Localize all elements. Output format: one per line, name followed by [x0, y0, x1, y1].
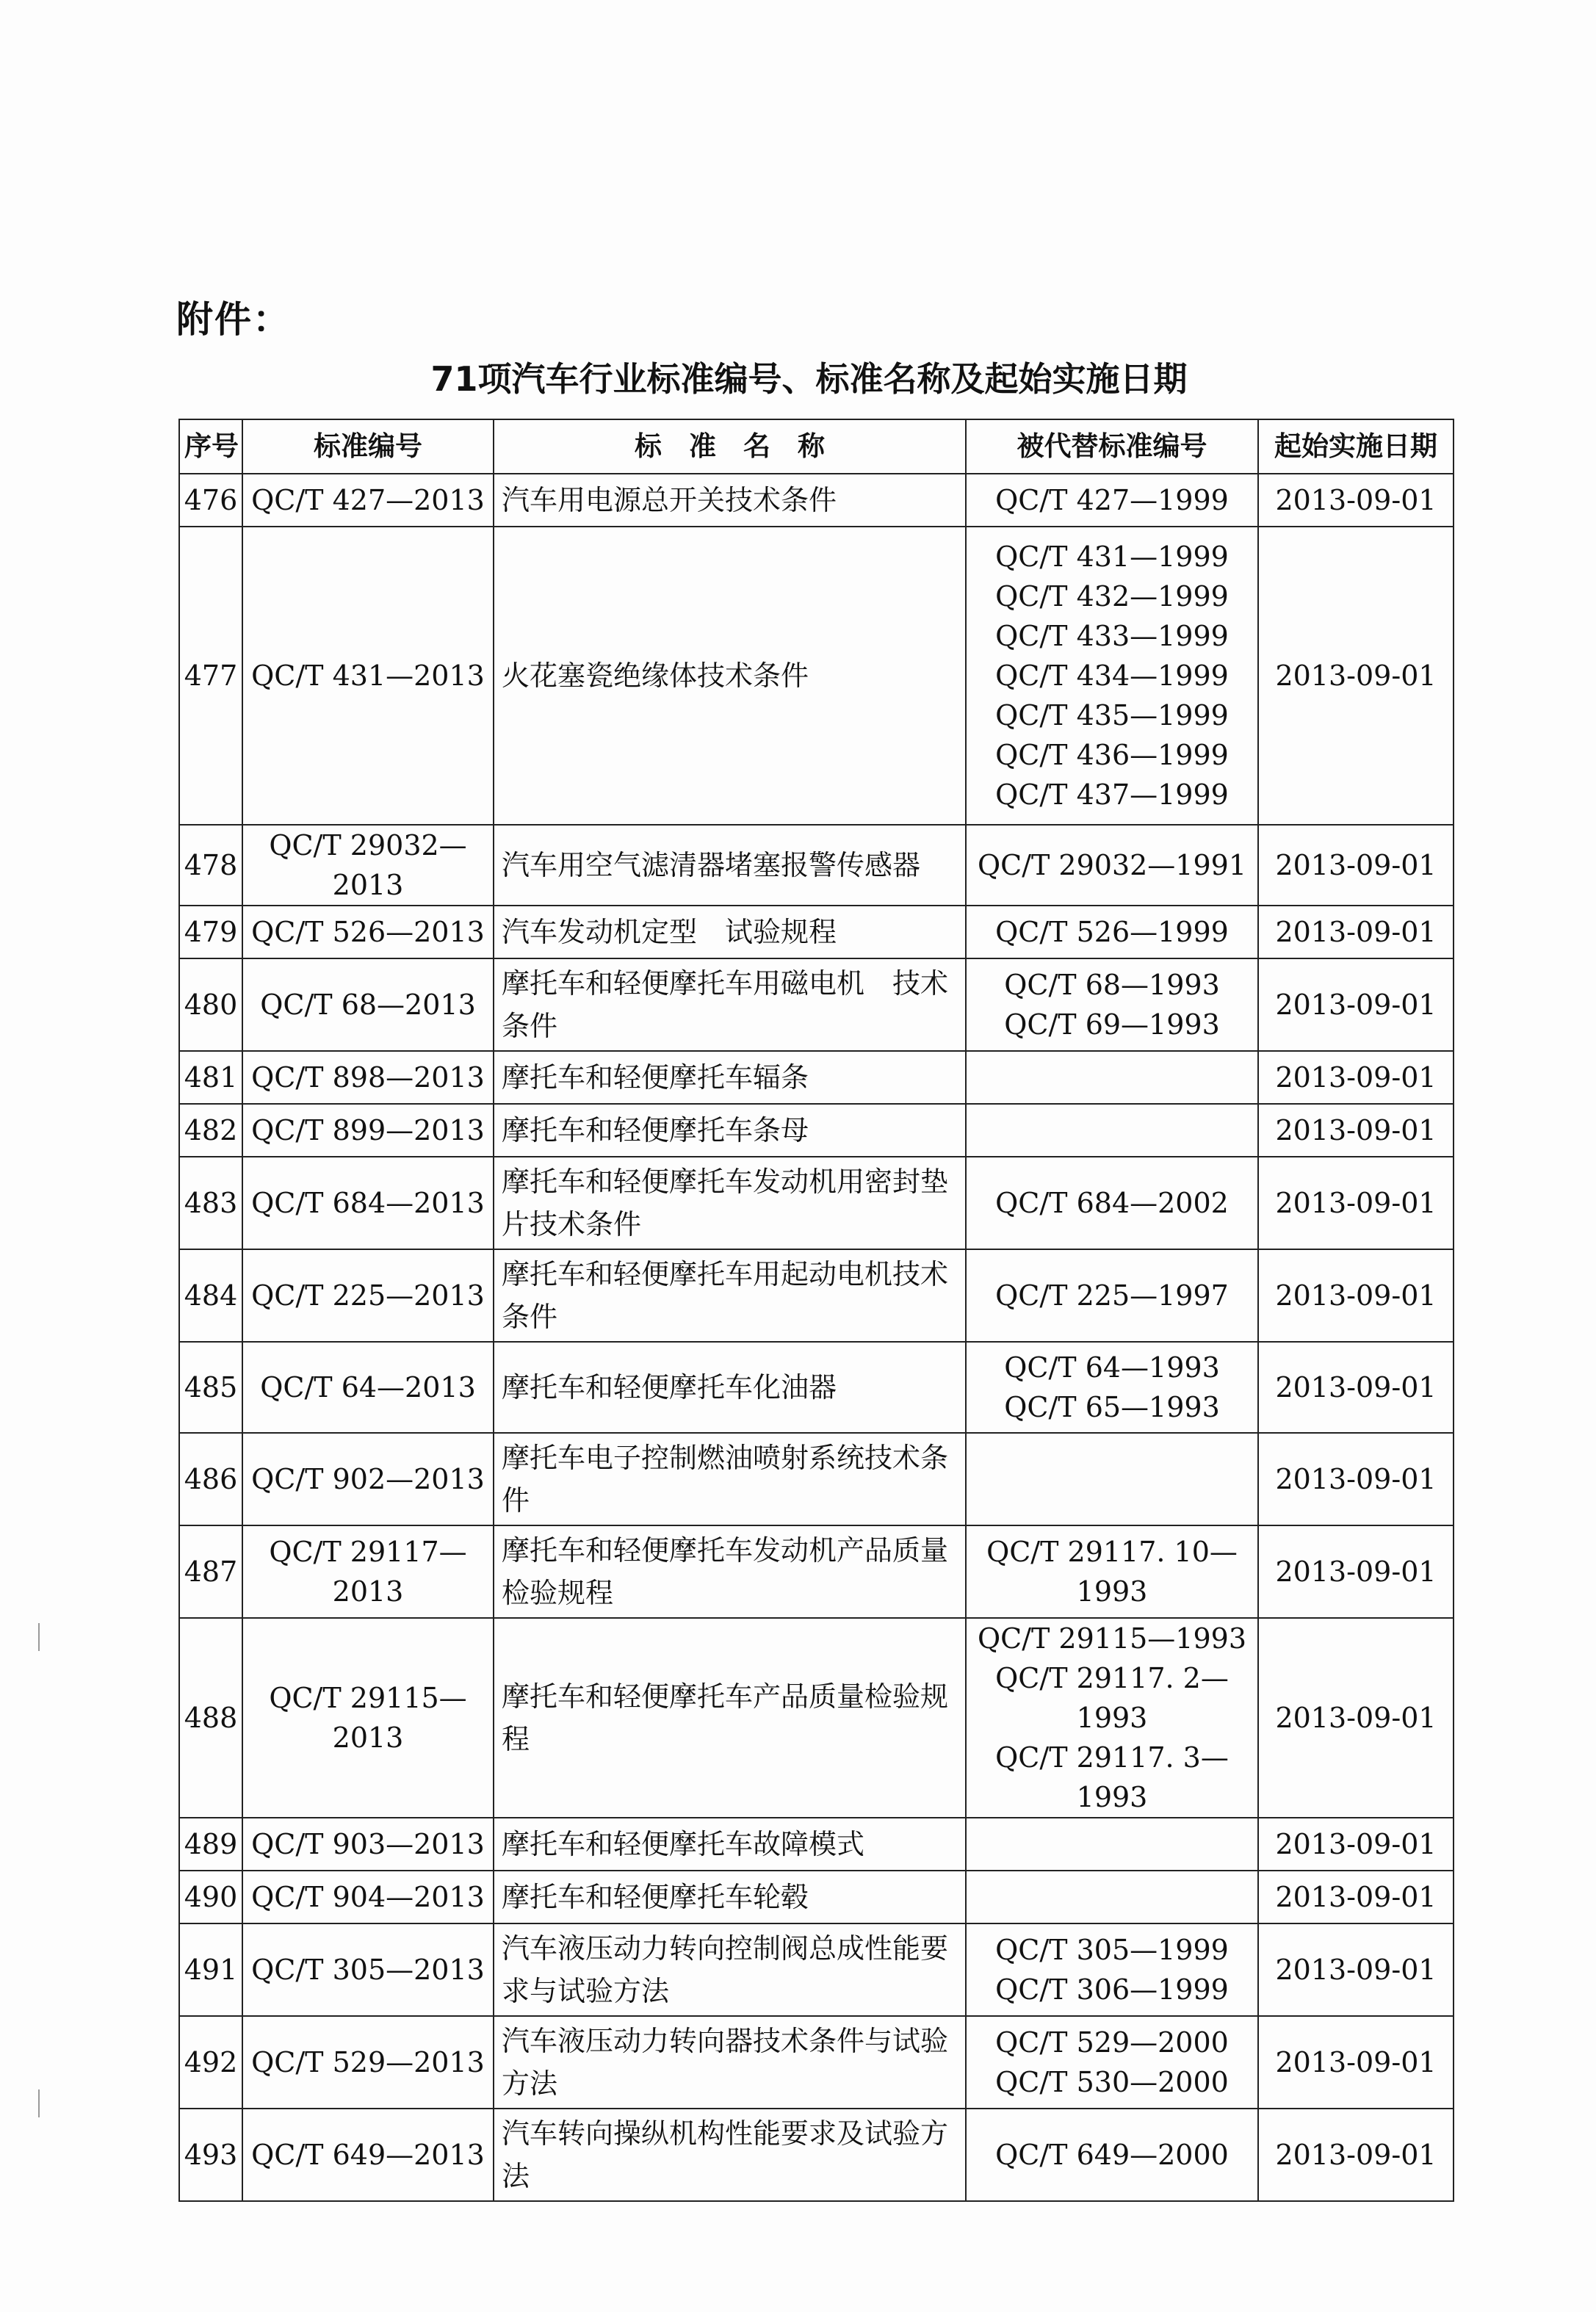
row-standard-code: QC/T 29032—2013 [242, 825, 494, 906]
row-replaced-codes [966, 1618, 1258, 1818]
row-standard-name: 摩托车和轻便摩托车发动机产品质量检验规程 [494, 1525, 966, 1618]
row-seq: 487 [179, 1525, 242, 1618]
row-seq: 485 [179, 1342, 242, 1433]
row-start-date: 2013-09-01 [1258, 1525, 1454, 1618]
table-row [179, 1249, 1454, 1342]
row-standard-code: QC/T 64—2013 [242, 1342, 494, 1433]
row-start-date: 2013-09-01 [1258, 1618, 1454, 1818]
replaced-code: QC/T 432—1999 [995, 580, 1229, 613]
row-seq: 482 [179, 1104, 242, 1157]
row-start-date: 2013-09-01 [1258, 1157, 1454, 1249]
table-row [179, 1433, 1454, 1525]
table-row [179, 1342, 1454, 1433]
replaced-code: QC/T 64—1993 [1004, 1351, 1220, 1384]
table-row [179, 825, 1454, 906]
row-standard-name: 汽车液压动力转向控制阀总成性能要求与试验方法 [494, 1923, 966, 2016]
row-seq: 493 [179, 2109, 242, 2201]
header-start-date: 起始实施日期 [1258, 419, 1454, 474]
row-standard-name: 汽车转向操纵机构性能要求及试验方法 [494, 2109, 966, 2201]
row-standard-code: QC/T 427—2013 [242, 474, 494, 527]
attachment-label: 附件： [176, 298, 291, 341]
replaced-code: QC/T 427—1999 [995, 484, 1229, 516]
document-title: 71项汽车行业标准编号、标准名称及起始实施日期 [430, 359, 1188, 399]
row-start-date: 2013-09-01 [1258, 474, 1454, 527]
row-standard-name: 摩托车和轻便摩托车发动机用密封垫片技术条件 [494, 1157, 966, 1249]
header-standard-name: 标 准 名 称 [494, 419, 966, 474]
row-seq: 478 [179, 825, 242, 906]
row-seq: 484 [179, 1249, 242, 1342]
row-replaced-codes [966, 1525, 1258, 1618]
replaced-code: QC/T 437—1999 [995, 779, 1229, 811]
row-standard-name: 火花塞瓷绝缘体技术条件 [494, 527, 966, 825]
replaced-code: QC/T 29117. 2—1993 [995, 1662, 1229, 1734]
row-replaced-codes [966, 1051, 1258, 1104]
row-standard-name: 汽车用空气滤清器堵塞报警传感器 [494, 825, 966, 906]
header-standard-code: 标准编号 [242, 419, 494, 474]
row-start-date: 2013-09-01 [1258, 1818, 1454, 1871]
row-start-date: 2013-09-01 [1258, 1104, 1454, 1157]
row-standard-code: QC/T 904—2013 [242, 1871, 494, 1923]
row-seq: 492 [179, 2016, 242, 2109]
replaced-code: QC/T 65—1993 [1004, 1391, 1220, 1423]
row-replaced-codes [966, 1157, 1258, 1249]
table-row [179, 2016, 1454, 2109]
row-standard-code: QC/T 431—2013 [242, 527, 494, 825]
standards-table [178, 419, 1454, 2202]
row-replaced-codes [966, 825, 1258, 906]
row-standard-name: 摩托车电子控制燃油喷射系统技术条件 [494, 1433, 966, 1525]
row-standard-name: 汽车液压动力转向器技术条件与试验方法 [494, 2016, 966, 2109]
row-replaced-codes [966, 906, 1258, 958]
row-standard-code: QC/T 68—2013 [242, 958, 494, 1051]
replaced-code: QC/T 29117. 10—1993 [986, 1536, 1238, 1608]
replaced-code: QC/T 684—2002 [995, 1187, 1229, 1219]
row-standard-code: QC/T 903—2013 [242, 1818, 494, 1871]
table-row [179, 1923, 1454, 2016]
replaced-code: QC/T 29115—1993 [977, 1622, 1247, 1655]
replaced-code: QC/T 305—1999 [995, 1934, 1229, 1966]
scan-margin-mark [38, 1623, 40, 1651]
row-seq: 488 [179, 1618, 242, 1818]
row-seq: 479 [179, 906, 242, 958]
table-row [179, 1051, 1454, 1104]
replaced-code: QC/T 69—1993 [1004, 1008, 1220, 1041]
table-row [179, 1818, 1454, 1871]
row-start-date: 2013-09-01 [1258, 2109, 1454, 2201]
row-standard-name: 汽车用电源总开关技术条件 [494, 474, 966, 527]
row-start-date: 2013-09-01 [1258, 1249, 1454, 1342]
row-start-date: 2013-09-01 [1258, 1871, 1454, 1923]
row-replaced-codes [966, 1871, 1258, 1923]
row-replaced-codes [966, 474, 1258, 527]
row-standard-code: QC/T 684—2013 [242, 1157, 494, 1249]
row-standard-code: QC/T 29115—2013 [242, 1618, 494, 1818]
row-seq: 477 [179, 527, 242, 825]
row-seq: 481 [179, 1051, 242, 1104]
row-standard-name: 摩托车和轻便摩托车轮毂 [494, 1871, 966, 1923]
replaced-code: QC/T 306—1999 [995, 1973, 1229, 2006]
row-seq: 483 [179, 1157, 242, 1249]
row-replaced-codes [966, 958, 1258, 1051]
row-seq: 489 [179, 1818, 242, 1871]
table-row [179, 1525, 1454, 1618]
replaced-code: QC/T 434—1999 [995, 660, 1229, 692]
row-replaced-codes [966, 1104, 1258, 1157]
table-body [179, 474, 1454, 2201]
table-row [179, 1618, 1454, 1818]
row-start-date: 2013-09-01 [1258, 1342, 1454, 1433]
row-start-date: 2013-09-01 [1258, 2016, 1454, 2109]
scan-margin-mark [38, 2089, 40, 2117]
row-seq: 491 [179, 1923, 242, 2016]
replaced-code: QC/T 435—1999 [995, 699, 1229, 731]
row-seq: 476 [179, 474, 242, 527]
row-standard-name: 摩托车和轻便摩托车化油器 [494, 1342, 966, 1433]
row-seq: 480 [179, 958, 242, 1051]
table-row [179, 906, 1454, 958]
row-start-date: 2013-09-01 [1258, 906, 1454, 958]
row-standard-code: QC/T 899—2013 [242, 1104, 494, 1157]
replaced-code: QC/T 530—2000 [995, 2066, 1229, 2098]
replaced-code: QC/T 29117. 3—1993 [995, 1741, 1229, 1813]
table-row [179, 958, 1454, 1051]
table-row [179, 1104, 1454, 1157]
row-replaced-codes [966, 2016, 1258, 2109]
row-standard-name: 摩托车和轻便摩托车辐条 [494, 1051, 966, 1104]
row-standard-name: 摩托车和轻便摩托车用磁电机 技术条件 [494, 958, 966, 1051]
row-replaced-codes [966, 1433, 1258, 1525]
row-standard-code: QC/T 898—2013 [242, 1051, 494, 1104]
replaced-code: QC/T 225—1997 [995, 1279, 1229, 1312]
row-standard-code: QC/T 305—2013 [242, 1923, 494, 2016]
replaced-code: QC/T 431—1999 [995, 541, 1229, 573]
table-header-row [179, 419, 1454, 474]
row-standard-name: 汽车发动机定型 试验规程 [494, 906, 966, 958]
row-start-date: 2013-09-01 [1258, 1051, 1454, 1104]
row-replaced-codes [966, 2109, 1258, 2201]
row-replaced-codes [966, 527, 1258, 825]
row-replaced-codes [966, 1249, 1258, 1342]
replaced-code: QC/T 29032—1991 [977, 849, 1247, 881]
replaced-code: QC/T 436—1999 [995, 739, 1229, 771]
row-standard-code: QC/T 902—2013 [242, 1433, 494, 1525]
table-row [179, 1157, 1454, 1249]
row-replaced-codes [966, 1818, 1258, 1871]
header-replaced-code: 被代替标准编号 [966, 419, 1258, 474]
table-row [179, 527, 1454, 825]
replaced-code: QC/T 68—1993 [1004, 969, 1220, 1001]
row-standard-code: QC/T 29117—2013 [242, 1525, 494, 1618]
replaced-code: QC/T 529—2000 [995, 2026, 1229, 2059]
row-start-date: 2013-09-01 [1258, 527, 1454, 825]
table-row [179, 474, 1454, 527]
row-standard-code: QC/T 526—2013 [242, 906, 494, 958]
row-replaced-codes [966, 1342, 1258, 1433]
row-standard-name: 摩托车和轻便摩托车故障模式 [494, 1818, 966, 1871]
row-standard-name: 摩托车和轻便摩托车条母 [494, 1104, 966, 1157]
table-row [179, 2109, 1454, 2201]
row-replaced-codes [966, 1923, 1258, 2016]
row-start-date: 2013-09-01 [1258, 1923, 1454, 2016]
row-seq: 490 [179, 1871, 242, 1923]
replaced-code: QC/T 649—2000 [995, 2139, 1229, 2171]
row-standard-code: QC/T 529—2013 [242, 2016, 494, 2109]
table-row [179, 1871, 1454, 1923]
header-seq: 序号 [179, 419, 242, 474]
row-start-date: 2013-09-01 [1258, 825, 1454, 906]
replaced-code: QC/T 526—1999 [995, 916, 1229, 948]
row-standard-name: 摩托车和轻便摩托车产品质量检验规程 [494, 1618, 966, 1818]
row-standard-code: QC/T 649—2013 [242, 2109, 494, 2201]
row-standard-name: 摩托车和轻便摩托车用起动电机技术条件 [494, 1249, 966, 1342]
row-start-date: 2013-09-01 [1258, 1433, 1454, 1525]
replaced-code: QC/T 433—1999 [995, 620, 1229, 652]
row-seq: 486 [179, 1433, 242, 1525]
row-standard-code: QC/T 225—2013 [242, 1249, 494, 1342]
row-start-date: 2013-09-01 [1258, 958, 1454, 1051]
